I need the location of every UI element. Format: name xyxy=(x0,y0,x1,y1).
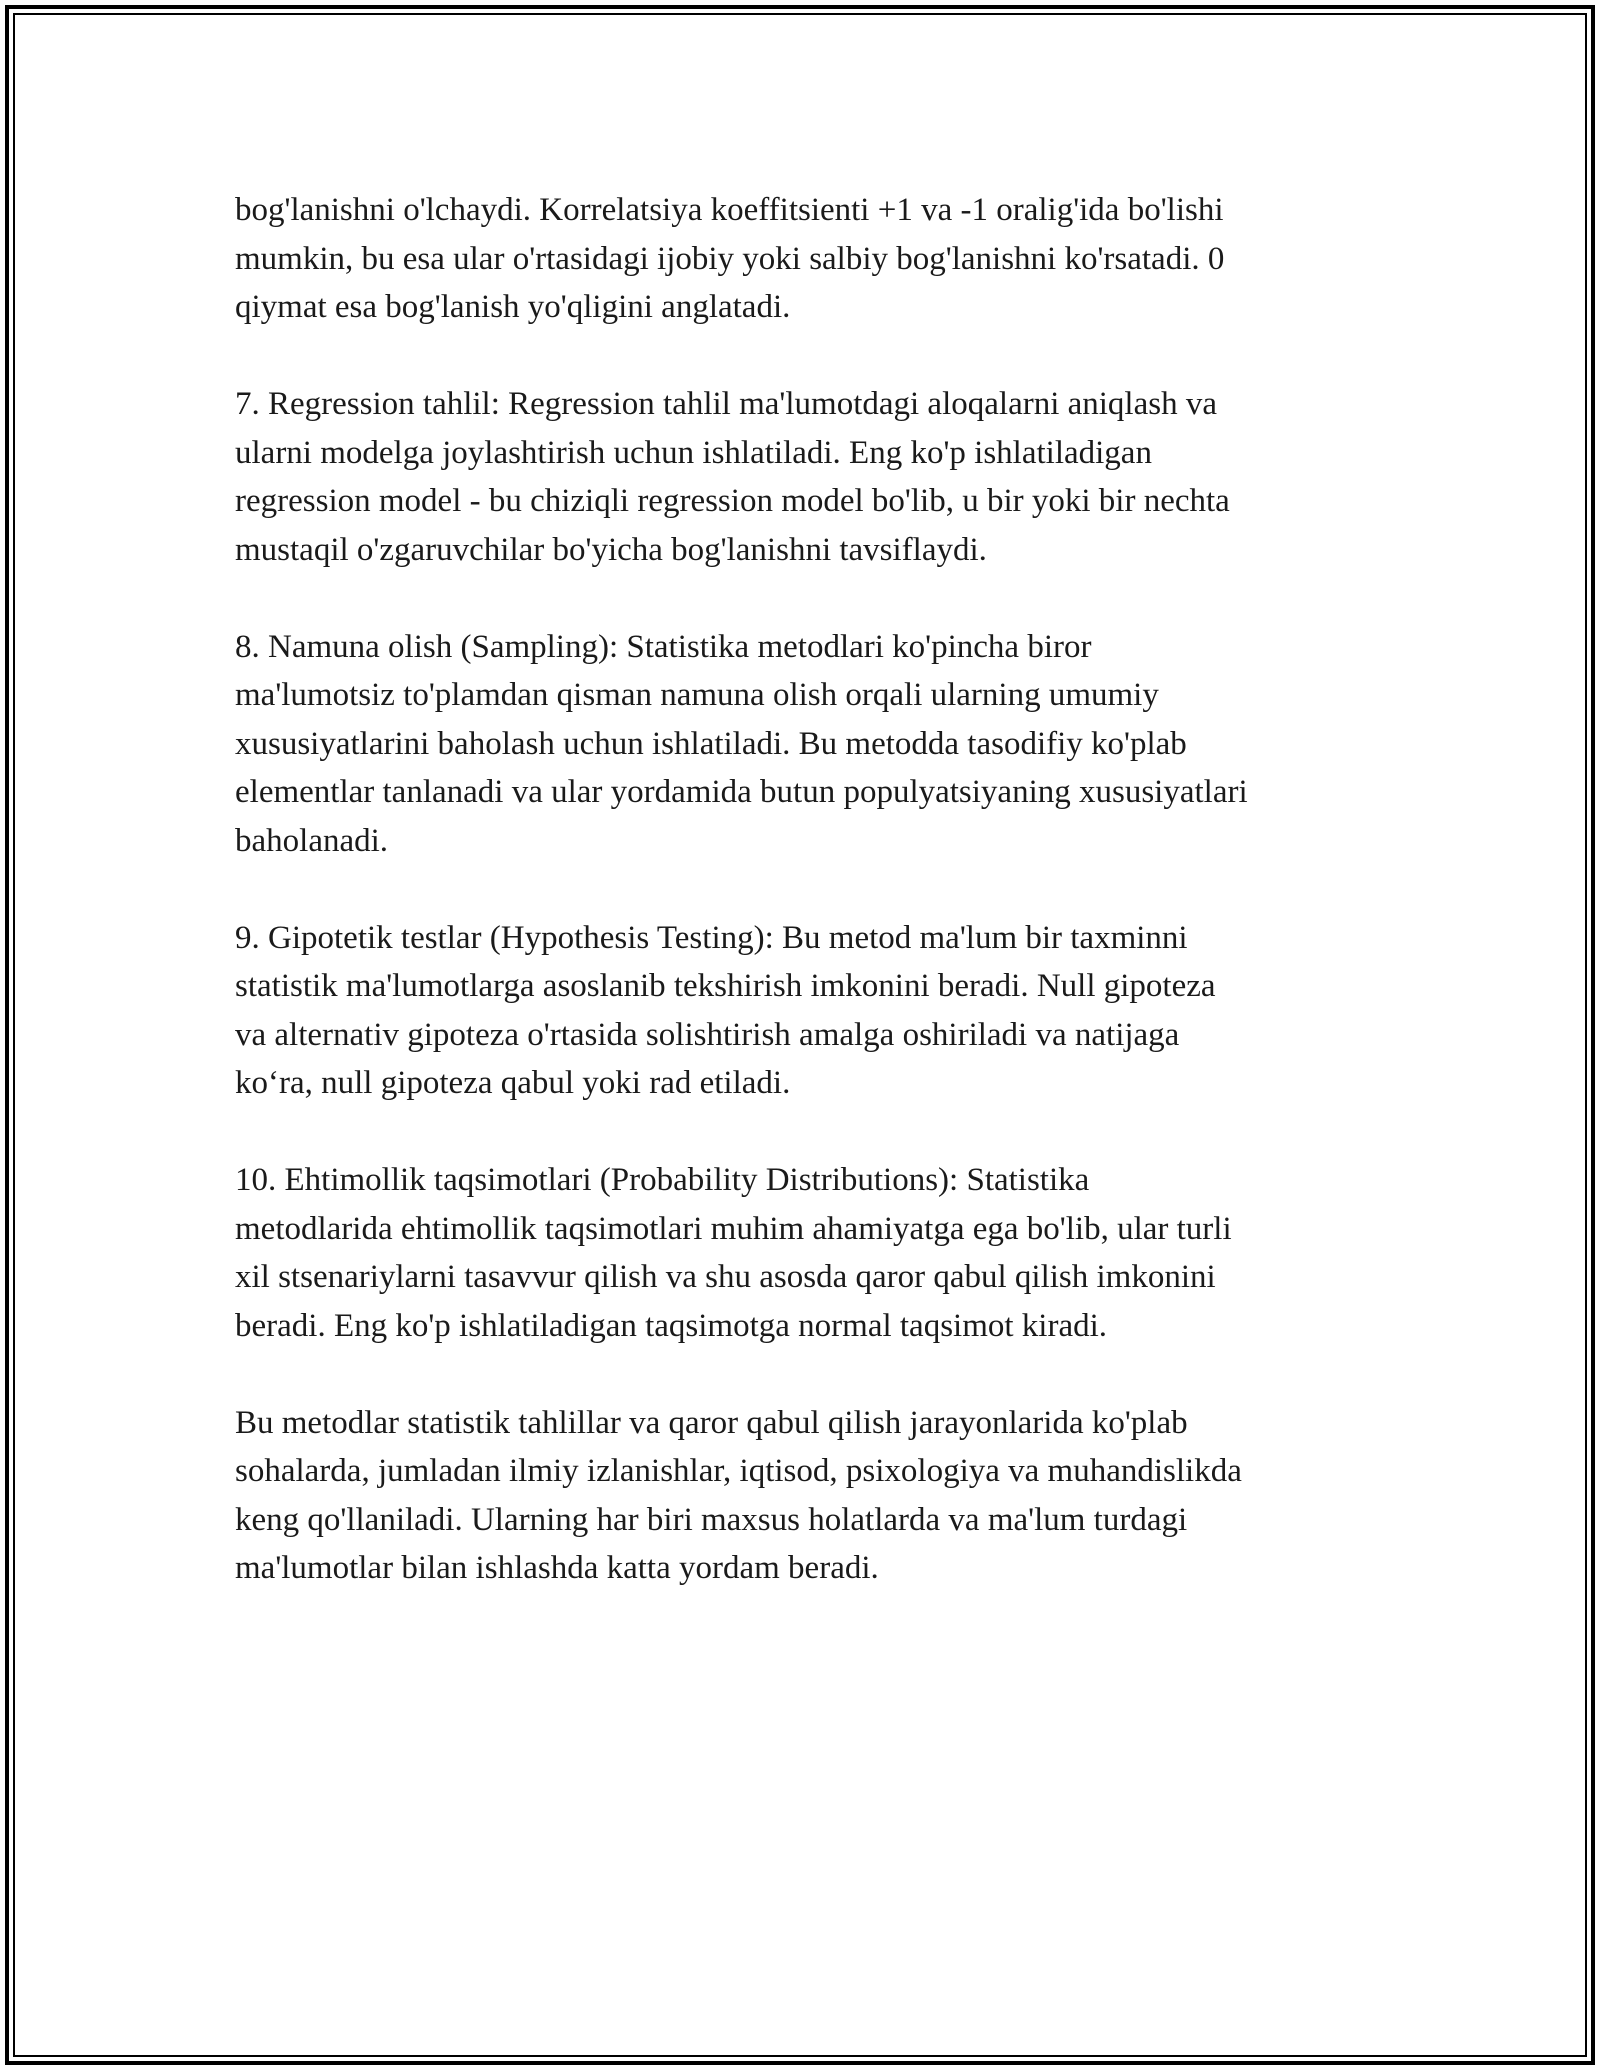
paragraph-conclusion: Bu metodlar statistik tahlillar va qaror qabul qilish jarayonlarida ko'plab sohalarda, jumladan ilmiy izlanishlar, iqtisod, psixologiya va muhandislikda keng qo'llaniladi. Ularning har biri maxsus holatlarda va ma'lum turdagi ma'lumotlar bilan ishlashda katta yordam beradi. xyxy=(235,1404,1242,1586)
paragraph-hypothesis-testing: 9. Gipotetik testlar (Hypothesis Testing): Bu metod ma'lum bir taxminni statistik ma'lumotlarga asoslanib tekshirish imkonini beradi. Null gipoteza va alternativ gipoteza o'rtasida solishtirish amalga oshiriladi va natijaga ko‘ra, null gipoteza qabul yoki rad etiladi. xyxy=(235,919,1216,1101)
paragraph-correlation-continued: bog'lanishni o'lchaydi. Korrelatsiya koeffitsienti +1 va -1 oralig'ida bo'lishi mumkin, bu esa ular o'rtasidagi ijobiy yoki salbiy bog'lanishni ko'rsatadi. 0 qiymat esa bog'lanish yo'qligini anglatadi. xyxy=(235,192,1225,325)
paragraph-regression: 7. Regression tahlil: Regression tahlil ma'lumotdagi aloqalarni aniqlash va ularni modelga joylashtirish uchun ishlatiladi. Eng ko'p ishlatiladigan regression model - bu chiziqli regression model bo'lib, u bir yoki bir nechta mustaqil o'zgaruvchilar bo'yicha bog'lanishni tavsiflaydi. xyxy=(235,386,1230,568)
document-body xyxy=(235,186,1385,1641)
paragraph-probability-distributions: 10. Ehtimollik taqsimotlari (Probability Distributions): Statistika metodlarida ehtimollik taqsimotlari muhim ahamiyatga ega bo'lib, ular turli xil stsenariylarni tasavvur qilish va shu asosda qaror qabul qilish imkonini beradi. Eng ko'p ishlatiladigan taqsimotga normal taqsimot kiradi. xyxy=(235,1162,1232,1344)
paragraph-sampling: 8. Namuna olish (Sampling): Statistika metodlari ko'pincha biror ma'lumotsiz to'plamdan qisman namuna olish orqali ularning umumiy xususiyatlarini baholash uchun ishlatiladi. Bu metodda tasodifiy ko'plab elementlar tanlanadi va ular yordamida butun populyatsiyaning xususiyatlari baholanadi. xyxy=(235,628,1248,859)
